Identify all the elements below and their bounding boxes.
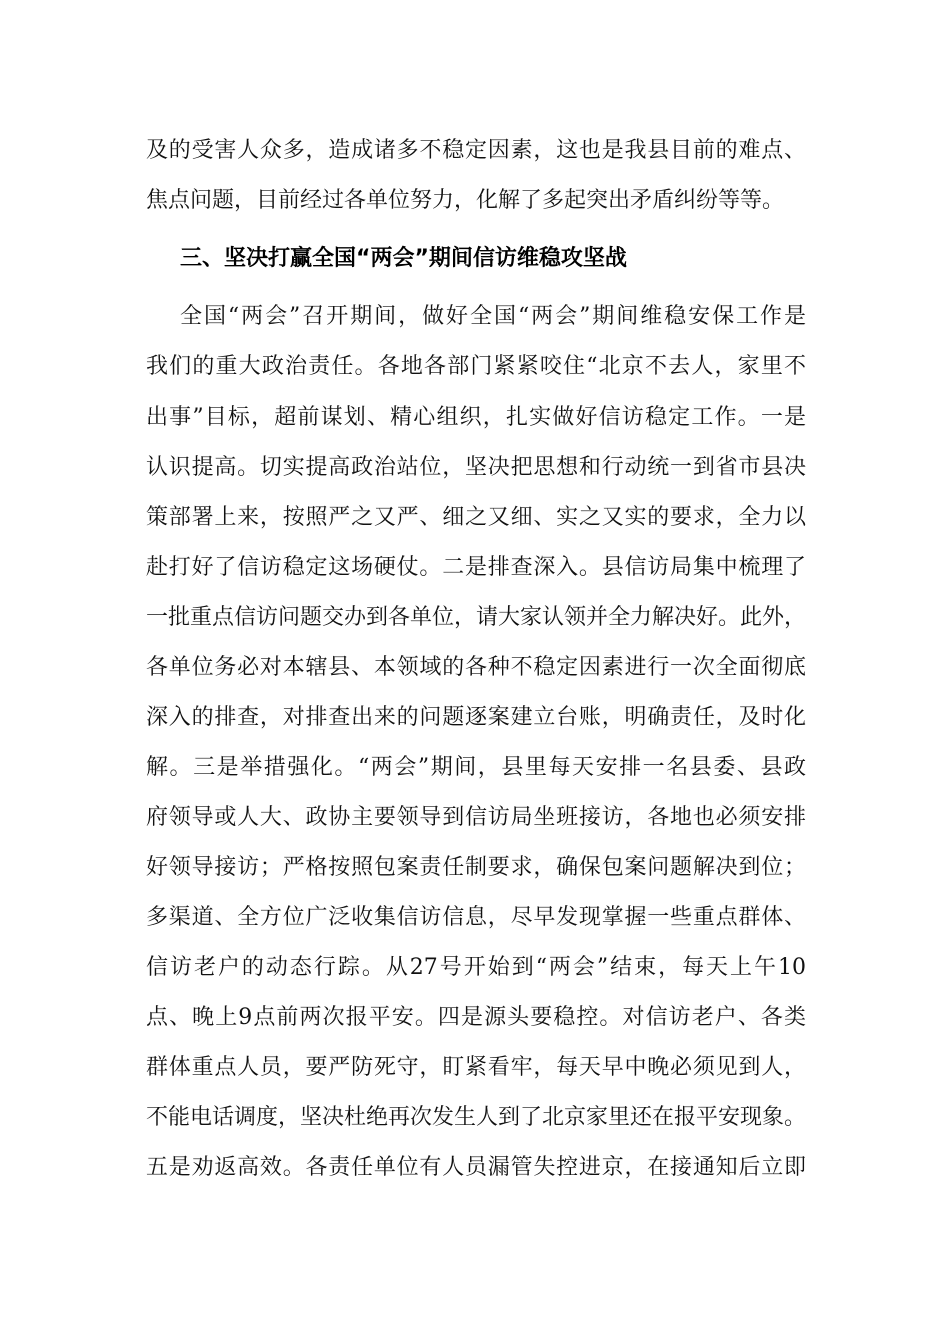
paragraph-line: 策部署上来，按照严之又严、细之又细、实之又实的要求，全力以 <box>146 505 806 530</box>
paragraph-line: 我们的重大政治责任。各地各部门紧紧咬住“北京不去人，家里不 <box>146 354 806 379</box>
paragraph-line: 五是劝返高效。各责任单位有人员漏管失控进京，在接通知后立即 <box>146 1155 806 1180</box>
paragraph-line: 信访老户的动态行踪。从27号开始到“两会”结束，每天上午10 <box>146 955 806 980</box>
paragraph-line: 全国“两会”召开期间，做好全国“两会”期间维稳安保工作是 <box>180 304 806 329</box>
paragraph-line: 群体重点人员，要严防死守，盯紧看牢，每天早中晚必须见到人， <box>146 1055 806 1080</box>
paragraph-line: 深入的排查，对排查出来的问题逐案建立台账，明确责任，及时化 <box>146 705 806 730</box>
paragraph-line: 赴打好了信访稳定这场硬仗。二是排查深入。县信访局集中梳理了 <box>146 555 806 580</box>
paragraph-line: 各单位务必对本辖县、本领域的各种不稳定因素进行一次全面彻底 <box>146 655 806 680</box>
paragraph-line: 认识提高。切实提高政治站位，坚决把思想和行动统一到省市县决 <box>146 455 806 480</box>
section-heading: 三、坚决打赢全国“两会”期间信访维稳攻坚战 <box>180 246 627 271</box>
paragraph-line: 出事”目标，超前谋划、精心组织，扎实做好信访稳定工作。一是 <box>146 405 806 430</box>
paragraph-line: 多渠道、全方位广泛收集信访信息，尽早发现掌握一些重点群体、 <box>146 905 806 930</box>
paragraph-line: 焦点问题，目前经过各单位努力，化解了多起突出矛盾纠纷等等。 <box>146 188 785 213</box>
paragraph-line: 府领导或人大、政协主要领导到信访局坐班接访，各地也必须安排 <box>146 805 806 830</box>
paragraph-line: 一批重点信访问题交办到各单位，请大家认领并全力解决好。此外， <box>146 605 807 630</box>
paragraph-line: 好领导接访；严格按照包案责任制要求，确保包案问题解决到位； <box>146 855 806 880</box>
paragraph-line: 解。三是举措强化。“两会”期间，县里每天安排一名县委、县政 <box>146 755 806 780</box>
paragraph-line: 及的受害人众多，造成诸多不稳定因素，这也是我县目前的难点、 <box>146 138 806 163</box>
paragraph-line: 不能电话调度，坚决杜绝再次发生人到了北京家里还在报平安现象。 <box>146 1105 807 1130</box>
paragraph-line: 点、晚上9点前两次报平安。四是源头要稳控。对信访老户、各类 <box>146 1005 806 1030</box>
